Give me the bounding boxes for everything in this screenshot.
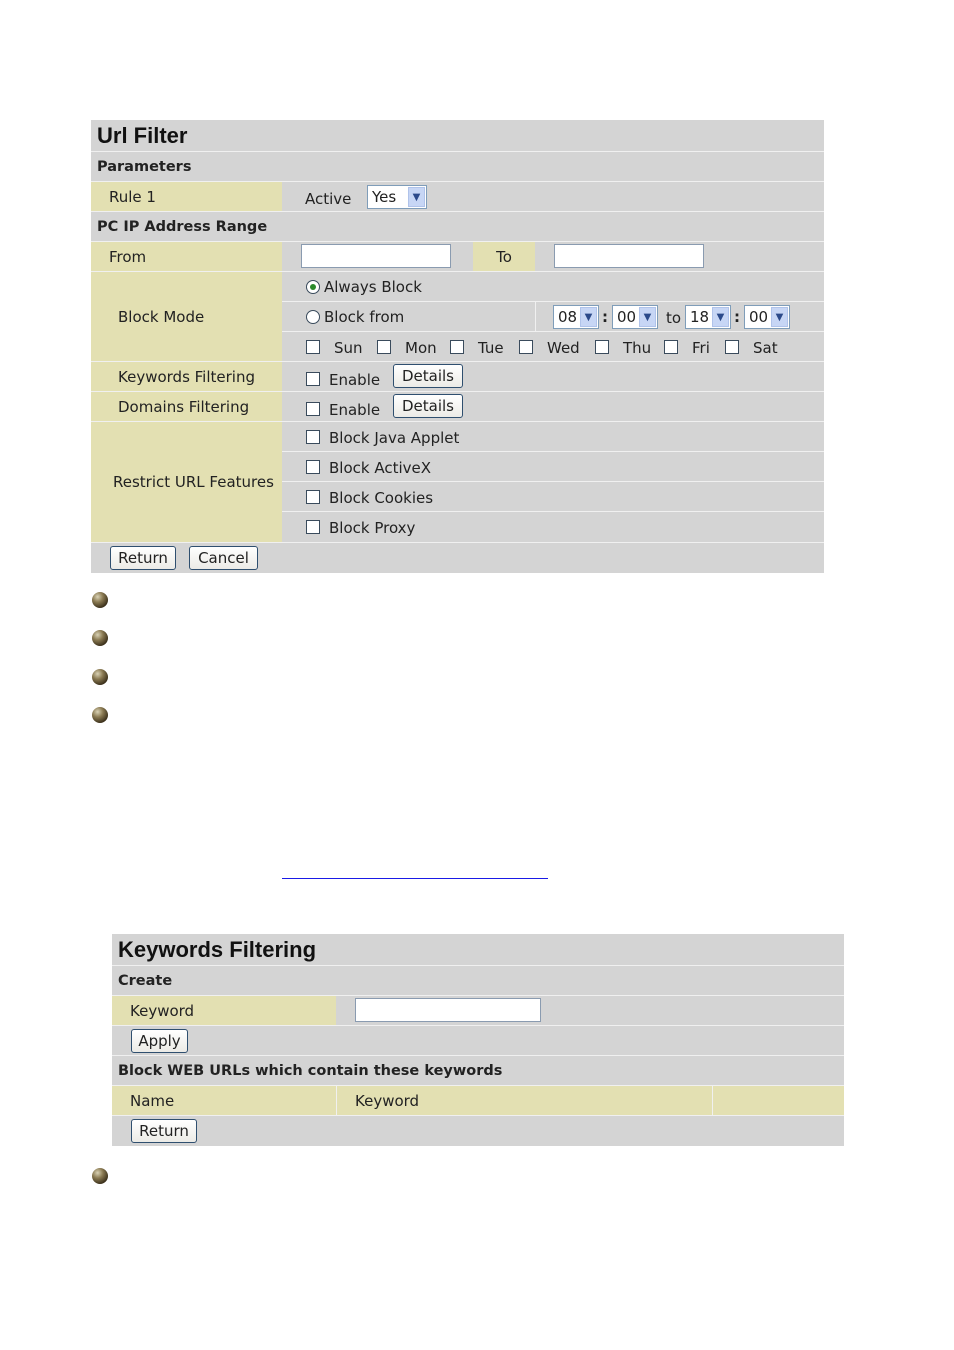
restrict-proxy-row bbox=[282, 511, 824, 542]
rule-row bbox=[91, 181, 824, 211]
restrict-url-label-cell bbox=[91, 421, 282, 542]
keywords-filtering-title: Keywords Filtering bbox=[118, 936, 317, 962]
keywords-table-header bbox=[112, 1085, 844, 1115]
active-select-value: Yes bbox=[372, 188, 397, 206]
from-hour-value: 08 bbox=[558, 308, 578, 326]
column-header-keyword: Keyword bbox=[355, 1091, 420, 1110]
domains-filtering-label: Domains Filtering bbox=[91, 392, 282, 421]
block-cookies-checkbox[interactable] bbox=[306, 490, 320, 504]
day-label-sat: Sat bbox=[753, 339, 778, 357]
restrict-cookies-row bbox=[282, 481, 824, 511]
domains-enable-checkbox[interactable] bbox=[306, 402, 320, 416]
to-hour-select[interactable] bbox=[685, 305, 731, 329]
time-colon: : bbox=[602, 308, 608, 326]
day-label-sun: Sun bbox=[334, 339, 363, 357]
keywords-filtering-panel bbox=[112, 934, 844, 1146]
block-from-label: Block from bbox=[324, 308, 405, 326]
keyword-label: Keyword bbox=[112, 996, 336, 1025]
domains-filtering-row bbox=[91, 391, 824, 421]
days-row bbox=[282, 331, 824, 361]
chevron-down-icon: ▼ bbox=[408, 187, 425, 207]
day-checkbox-fri[interactable] bbox=[664, 340, 678, 354]
day-label-thu: Thu bbox=[623, 339, 652, 357]
block-from-radio[interactable] bbox=[306, 310, 320, 324]
keywords-return-button[interactable]: Return bbox=[131, 1119, 197, 1143]
chevron-down-icon: ▼ bbox=[771, 307, 788, 327]
from-minute-select[interactable] bbox=[612, 305, 658, 329]
block-urls-row bbox=[112, 1055, 844, 1085]
bullet-icon bbox=[92, 592, 108, 608]
block-proxy-label: Block Proxy bbox=[329, 519, 416, 537]
day-checkbox-wed[interactable] bbox=[519, 340, 533, 354]
domains-details-button[interactable]: Details bbox=[393, 394, 463, 418]
block-urls-heading: Block WEB URLs which contain these keywords bbox=[118, 1062, 503, 1079]
url-filter-panel bbox=[91, 120, 824, 573]
always-block-label: Always Block bbox=[324, 278, 422, 296]
always-block-radio[interactable] bbox=[306, 280, 320, 294]
day-label-mon: Mon bbox=[405, 339, 437, 357]
url-filter-title: Url Filter bbox=[97, 122, 188, 148]
to-minute-value: 00 bbox=[749, 308, 769, 326]
active-label: Active bbox=[305, 190, 352, 208]
cancel-button[interactable]: Cancel bbox=[189, 546, 258, 570]
keywords-enable-checkbox[interactable] bbox=[306, 372, 320, 386]
block-mode-label-cell bbox=[91, 271, 282, 361]
from-minute-value: 00 bbox=[617, 308, 637, 326]
restrict-java-row bbox=[282, 421, 824, 451]
block-cookies-label: Block Cookies bbox=[329, 489, 434, 507]
keyword-input-row bbox=[112, 995, 844, 1025]
block-proxy-checkbox[interactable] bbox=[306, 520, 320, 534]
keywords-details-button[interactable]: Details bbox=[393, 364, 463, 388]
block-activex-label: Block ActiveX bbox=[329, 459, 432, 477]
block-activex-checkbox[interactable] bbox=[306, 460, 320, 474]
keywords-title-row bbox=[112, 934, 844, 965]
bullet-icon bbox=[92, 669, 108, 685]
keywords-filtering-row bbox=[91, 361, 824, 391]
parameters-row bbox=[91, 151, 824, 181]
pc-ip-range-heading: PC IP Address Range bbox=[97, 218, 268, 235]
day-checkbox-sat[interactable] bbox=[725, 340, 739, 354]
hyperlink-underline[interactable] bbox=[282, 878, 548, 879]
from-hour-select[interactable] bbox=[553, 305, 599, 329]
from-label: From bbox=[91, 242, 282, 271]
block-java-label: Block Java Applet bbox=[329, 429, 460, 447]
restrict-url-label: Restrict URL Features bbox=[113, 473, 274, 491]
active-select[interactable] bbox=[367, 185, 427, 209]
url-filter-actions-row bbox=[91, 542, 824, 573]
time-to-word: to bbox=[666, 309, 682, 327]
block-from-row bbox=[282, 301, 824, 331]
always-block-row bbox=[282, 271, 824, 301]
to-ip-input[interactable] bbox=[554, 244, 704, 268]
day-label-wed: Wed bbox=[547, 339, 580, 357]
chevron-down-icon: ▼ bbox=[712, 307, 729, 327]
from-to-row bbox=[91, 241, 824, 271]
from-ip-input[interactable] bbox=[301, 244, 451, 268]
bullet-icon bbox=[92, 630, 108, 646]
pc-ip-range-row bbox=[91, 211, 824, 241]
apply-button[interactable]: Apply bbox=[131, 1029, 188, 1053]
create-row bbox=[112, 965, 844, 995]
keywords-actions-row bbox=[112, 1115, 844, 1146]
rule-label: Rule 1 bbox=[91, 182, 282, 211]
day-checkbox-thu[interactable] bbox=[595, 340, 609, 354]
day-label-tue: Tue bbox=[478, 339, 504, 357]
to-hour-value: 18 bbox=[690, 308, 710, 326]
keywords-filtering-label: Keywords Filtering bbox=[91, 362, 282, 391]
chevron-down-icon: ▼ bbox=[580, 307, 597, 327]
return-button[interactable]: Return bbox=[110, 546, 176, 570]
block-java-checkbox[interactable] bbox=[306, 430, 320, 444]
day-checkbox-sun[interactable] bbox=[306, 340, 320, 354]
to-label: To bbox=[473, 242, 535, 271]
create-heading: Create bbox=[118, 972, 173, 989]
domains-enable-label: Enable bbox=[329, 401, 381, 419]
day-checkbox-mon[interactable] bbox=[377, 340, 391, 354]
keywords-enable-label: Enable bbox=[329, 371, 381, 389]
bullet-icon bbox=[92, 707, 108, 723]
chevron-down-icon: ▼ bbox=[639, 307, 656, 327]
bullet-icon bbox=[92, 1168, 108, 1184]
day-label-fri: Fri bbox=[692, 339, 710, 357]
apply-row bbox=[112, 1025, 844, 1055]
keyword-input[interactable] bbox=[355, 998, 541, 1022]
parameters-heading: Parameters bbox=[97, 158, 192, 175]
url-filter-title-row bbox=[91, 120, 824, 151]
to-minute-select[interactable] bbox=[744, 305, 790, 329]
column-header-name: Name bbox=[130, 1091, 175, 1110]
day-checkbox-tue[interactable] bbox=[450, 340, 464, 354]
restrict-activex-row bbox=[282, 451, 824, 481]
time-colon: : bbox=[734, 308, 740, 326]
block-mode-label: Block Mode bbox=[118, 307, 205, 326]
